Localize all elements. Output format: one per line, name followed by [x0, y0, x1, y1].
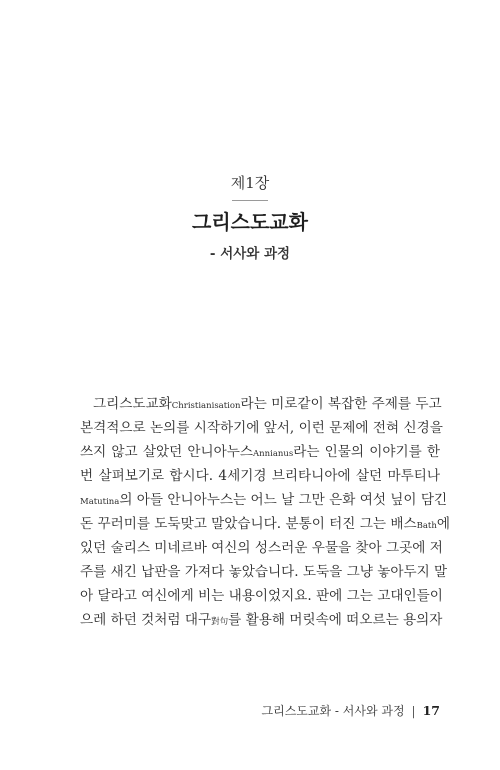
body-line: [80, 440, 440, 464]
chapter-label: 제1장: [230, 174, 270, 192]
body-text: [80, 392, 450, 632]
body-text-run: 의 아들 안니아누스는 어느 날 그만 은화 여섯 닢이 담긴: [119, 492, 448, 508]
gloss-english: Annianus: [253, 449, 294, 459]
gloss-english: Christianisation: [171, 401, 241, 411]
body-text-run: 그리스도교화: [93, 396, 172, 412]
body-text-run: 쓰지 않고 살았던 안니아누스: [80, 444, 254, 460]
body-text-run: 에: [436, 516, 450, 532]
gloss-hanja: 對句: [211, 617, 229, 627]
body-line: 본격적으로 논의를 시작하기에 앞서, 이런 문제에 전혀 신경을: [80, 420, 443, 436]
body-text-run: 를 활용해 머릿속에 떠오르는 용의자: [228, 612, 443, 628]
body-line: [80, 392, 440, 416]
body-line: 주를 새긴 납판을 가져다 놓았습니다. 도둑을 그냥 놓아두지 말: [80, 564, 448, 580]
chapter-title: 그리스도교화: [192, 210, 308, 234]
body-text-run: 돈 꾸러미를 도둑맞고 말았습니다. 분통이 터진 그는 배스: [80, 516, 417, 532]
gloss-english: Matutina: [80, 497, 120, 507]
chapter-divider: [232, 200, 268, 201]
gloss-english: Bath: [416, 521, 437, 531]
body-line: 번 살펴보기로 합시다. 4세기경 브리타니아에 살던 마투티나: [80, 468, 440, 484]
body-text-run: 으레 하던 것처럼 대구: [80, 612, 212, 628]
running-head: 그리스도교화 - 서사와 과정: [261, 704, 405, 718]
body-line: 아 달라고 여신에게 비는 내용이었지요. 판에 그는 고대인들이: [80, 588, 443, 604]
footer-separator: |: [411, 704, 416, 718]
body-line: 있던 술리스 미네르바 여신의 성스러운 우물을 찾아 그곳에 저: [80, 540, 443, 556]
body-text-run: 라는 미로같이 복잡한 주제를 두고: [240, 396, 442, 412]
body-text-run: 라는 인물의 이야기를 한: [293, 444, 441, 460]
page-footer: [262, 702, 440, 719]
body-line: [80, 512, 450, 536]
body-line: [80, 608, 443, 632]
page-number: 17: [422, 703, 440, 718]
body-line: [80, 488, 448, 512]
chapter-subtitle: - 서사와 과정: [209, 246, 291, 262]
